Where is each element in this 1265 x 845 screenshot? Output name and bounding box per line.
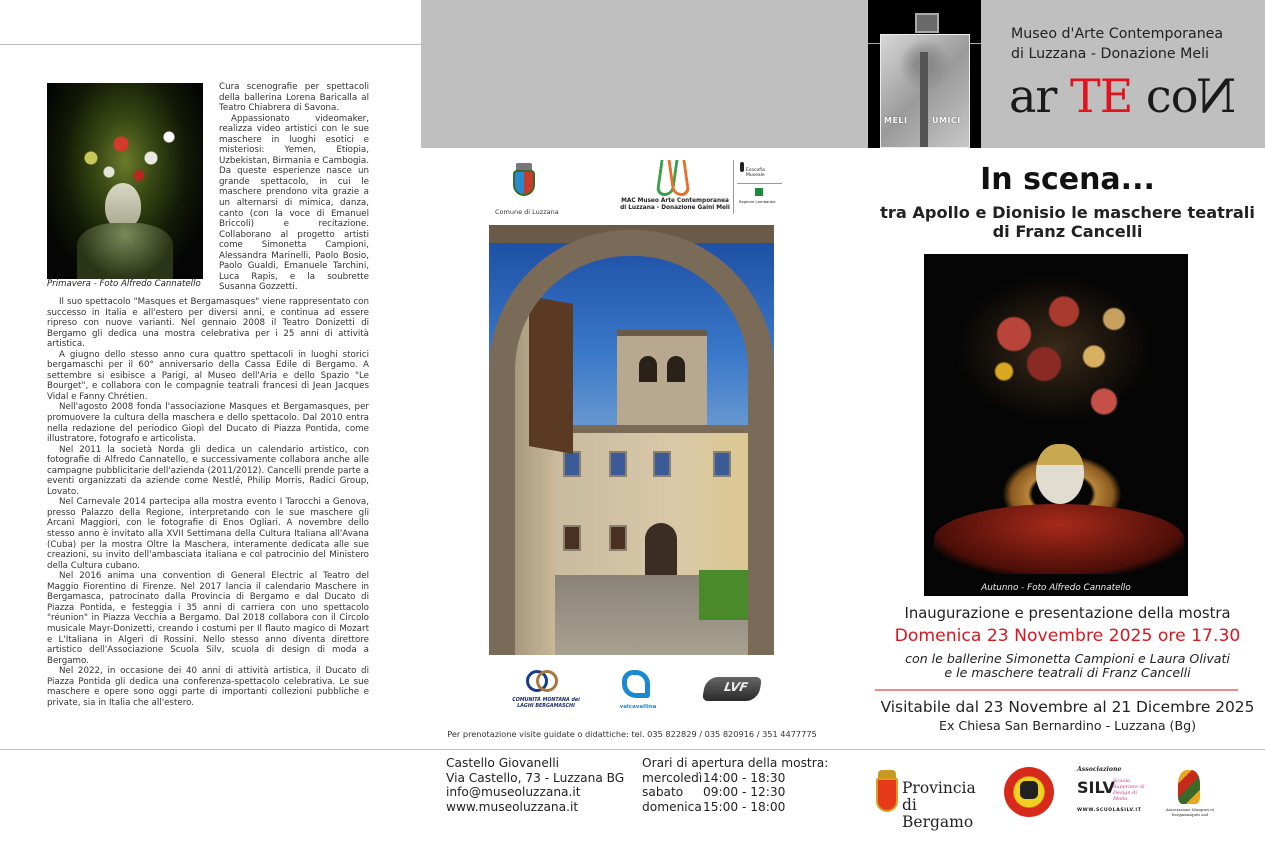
bio-paragraph: Nel 2016 anima una convention di General Electric al Teatro del Maggio Fiorentino di Firenze. Nel 2017 lancia il calendario Maschere in Bergamasca, patrocinato dalla Provincia di Bergamo e dal Ducato di Piazza Pontida, e festeggia i 35 anni di carriera con uno spettacolo "réunion" in Piazza Vecchia a Bergamo. Dal 2018 collabora con il Circolo musicale Mayr-Donizetti, creando i costumi per Il flauto magico di Mozart e L'Italiana in Algeri di Rossini. Nello stesso anno diventa direttore artistico dell'Associazione Scuola Silv, scuola di design di moda a Bergamo. <box>47 571 369 666</box>
museum-name <box>1011 24 1223 64</box>
castello-giovanelli-photo <box>489 225 774 655</box>
exhibition-headline: In scena... <box>980 162 1155 197</box>
museum-header <box>981 0 1265 148</box>
brown-ring-icon <box>536 670 558 692</box>
primavera-photo <box>47 83 203 279</box>
comunita-montana-label: COMUNITÀ MONTANA dei LAGHI BERGAMASCHI <box>512 698 580 709</box>
museum-name-line1: Museo d'Arte Contemporanea <box>1011 26 1224 42</box>
hours-title: Orari di apertura della mostra: <box>642 756 829 770</box>
top-logo-row <box>485 158 785 220</box>
mac-museum-logo <box>620 158 730 218</box>
partner-logos <box>500 665 780 715</box>
subtitle-line2: di Franz Cancelli <box>992 222 1143 241</box>
inauguration-guests <box>870 652 1265 680</box>
provincia-bergamo-logo <box>874 766 989 831</box>
photo-drape <box>934 504 1184 574</box>
masques-label: Associazione Masques et bergamasques asd <box>1165 807 1215 817</box>
logo-top-box <box>915 13 939 33</box>
subtitle-line1: tra Apollo e Dionisio le maschere teatrali <box>880 203 1255 222</box>
lvf-label: LVF <box>723 680 750 694</box>
contact-website[interactable]: www.museoluzzana.it <box>446 799 579 814</box>
provincia-line2: di Bergamo <box>902 796 974 831</box>
bio-paragraph: Nell'agosto 2008 fonda l'associazione Masques et Bergamasques, per promuovere la cultura della maschera e dello spettacolo. Dal 2010 entra nella redazione del periodico Giopì del Ducato di Piazza Pontida, come illustratore, fotografo e articolista. <box>47 402 369 445</box>
brand-part-red: TE <box>1070 69 1133 123</box>
lvf-logo <box>702 677 762 701</box>
photo-mask <box>1036 444 1084 504</box>
regione-label: Regione Lombardia <box>739 199 776 204</box>
hours-time: 14:00 - 18:30 <box>703 770 786 785</box>
hours-day: domenica <box>642 799 702 814</box>
inauguration-label: Inaugurazione e presentazione della mostra <box>904 605 1231 622</box>
hours-row <box>642 785 828 800</box>
silv-assoc-label: Associazione <box>1077 766 1122 773</box>
museum-name-line2: di Luzzana - Donazione Meli <box>1011 46 1209 62</box>
artecon-brand <box>1009 70 1237 122</box>
bio-paragraph: Il suo spettacolo "Masques et Bergamasques" viene rappresentato con successo in Italia e all'estero per diversi anni, e continua ad essere ripreso con nuove varianti. Nel gennaio 2008 il Teatro Donizetti di Bergamo gli dedica una mostra celebrativa per i 25 anni di attività artistica. <box>47 297 369 350</box>
venue-address: Via Castello, 73 - Luzzana BG <box>446 770 625 785</box>
booking-info: Per prenotazione visite guidate o didattiche: tel. 035 822829 / 035 820916 / 351 4477775 <box>447 729 817 739</box>
bio-paragraph: A giugno dello stesso anno cura quattro spettacoli in luoghi storici bergamaschi per il 60° anniversario della Cassa Edile di Bergamo. A settembre si esibisce a Parigi, al Museo dell'Aria e dello Spazio "Le Bourget", e collabora con le compagnie teatrali francesi di Jean Jacques Vidal e Fanny Chrétien. <box>47 349 369 402</box>
comunita-montana-logo <box>510 668 580 714</box>
visit-dates: Visitabile dal 23 Novembre al 21 Dicembre 2025 <box>880 698 1255 716</box>
comune-label: Comune di Luzzana <box>495 208 559 216</box>
valcavallina-logo <box>618 668 658 714</box>
pink-divider <box>875 689 1238 691</box>
exhibition-subtitle <box>870 203 1265 241</box>
brand-part: co <box>1132 69 1198 123</box>
venue-name: Castello Giovanelli <box>446 756 560 770</box>
bio-paragraph: Nel 2011 la società Norda gli dedica un calendario artistico, con fotografie di Alfredo Cannatello, e successivamente collabora anche alle campagne pubblicitarie dell'azienda (2011/2012). Cancelli prende parte a eventi organizzati da aziende come Nestlé, Philip Morris, Radici Group, Lovato. <box>47 444 369 497</box>
silv-name: SILV <box>1077 778 1115 797</box>
opening-hours <box>642 756 828 814</box>
bottom-divider <box>0 749 1265 750</box>
header-gray-band <box>421 0 868 148</box>
provincia-label <box>902 780 989 831</box>
hours-time: 15:00 - 18:00 <box>703 799 786 814</box>
ducato-emblem-icon <box>1020 781 1038 799</box>
contact-email[interactable]: info@museoluzzana.it <box>446 785 581 799</box>
primavera-caption: Primavera - Foto Alfredo Cannatello <box>47 279 201 289</box>
scuola-silv-logo <box>1075 766 1145 822</box>
crown-icon <box>878 770 896 778</box>
ecomuseo-label: Ecocofia Museale <box>746 168 765 178</box>
photo-stone-arch <box>489 230 774 655</box>
hours-row <box>642 771 828 786</box>
photo-flowers <box>67 123 187 193</box>
hours-day: sabato <box>642 785 684 799</box>
regione-lombardia-logo <box>737 188 782 212</box>
photo-costume <box>77 223 173 279</box>
contact-block <box>446 756 624 814</box>
harlequin-icon <box>1178 770 1200 804</box>
silv-website: WWW.SCUOLASILV.IT <box>1077 808 1142 813</box>
bio-paragraph: Nel Carnevale 2014 partecipa alla mostra evento I Tarocchi a Genova, presso Palazzo della Regione, interpretando con le sue maschere gli Arcani Maggiori, con le fotografie di Enos Ogliari. A novembre dello stesso anno è invitato alla XVII Settimana della Cultura Italiana all'Avana (Cuba) per la mostra Oltre la Maschera, interamente dedicata alle sue creazioni, su invito dell'ambasciata italiana e col patrocinio del Ministero della Cultura cubano. <box>47 497 369 571</box>
valcavallina-label: valcavallina <box>619 704 657 710</box>
brand-part-mirrored: N <box>1197 69 1237 123</box>
meli-label: MELI <box>884 116 908 125</box>
masques-bergamasques-logo <box>1160 766 1220 824</box>
mac-label: MAC Museo Arte Contemporanea di Luzzana - Donazione Gaini Meli <box>620 198 730 211</box>
autunno-caption: Autunno - Foto Alfredo Cannatello <box>981 583 1131 593</box>
shield-icon <box>876 778 898 812</box>
bio-column <box>219 82 369 293</box>
silv-school-label: Scuola Superiore di Design di Moda <box>1113 778 1145 802</box>
bio-text <box>47 297 369 708</box>
guests-line2: e le maschere teatrali di Franz Cancelli <box>944 665 1191 680</box>
ducato-piazza-pontida-logo <box>1004 767 1054 817</box>
pin-icon <box>740 162 744 172</box>
hours-row <box>642 800 828 815</box>
regional-logos <box>737 160 782 216</box>
comune-luzzana-logo <box>491 158 559 218</box>
valcavallina-icon <box>622 670 650 698</box>
ecomuseo-logo <box>737 160 782 184</box>
autunno-photo <box>924 254 1188 596</box>
inauguration-date: Domenica 23 Novembre 2025 ore 17.30 <box>894 626 1241 646</box>
sponsor-logos <box>870 760 1265 830</box>
lombardia-rose-icon <box>755 188 763 196</box>
guests-line1: con le ballerine Simonetta Campioni e Laura Olivati <box>905 651 1230 666</box>
umici-label: UMICI <box>932 116 961 125</box>
meli-tree-logo <box>868 0 981 148</box>
hours-day: mercoledì <box>642 770 703 785</box>
top-divider-left <box>0 44 421 45</box>
tree-trunk-icon <box>920 52 928 147</box>
crest-icon <box>513 170 535 196</box>
hours-time: 09:00 - 12:30 <box>703 785 786 799</box>
provincia-line1: Provincia <box>902 779 976 797</box>
bio-paragraph: Nel 2022, in occasione dei 40 anni di attività artistica, il Ducato di Piazza Pontida gli dedica una conferenza-spettacolo celebrativa. Le sue maschere e opere sono oggi parte di importanti collezioni pubbliche e private, sia in Italia che all'estero. <box>47 666 369 708</box>
brand-part: ar <box>1009 69 1071 123</box>
bio-column-paragraph: Cura scenografie per spettacoli della ballerina Lorena Baricalla al Teatro Chiabrera di Savona. <box>219 82 369 114</box>
logo-separator <box>733 160 734 214</box>
bio-column-paragraph: Appassionato videomaker, realizza video artistici con le sue maschere in luoghi esotici e misteriosi: Yemen, Etiopia, Uzbekistan, Birmania e Cambogia. Da queste esperienze nasce un grande spettacolo, in cui le maschere prendono vita grazie a un alternarsi di mimica, danza, canto (con la voce di Emanuel Briccoli) e recitazione. Collaborano al progetto artisti come Simonetta Campioni, Alessandra Marinelli, Paolo Bosio, Paolo Gualdi, Emanuele Tarchini, Luca Rapis, e la soubrette Susanna Gozzetti. <box>219 113 369 293</box>
exhibition-venue: Ex Chiesa San Bernardino - Luzzana (Bg) <box>938 718 1197 733</box>
photo-roses <box>954 274 1154 424</box>
